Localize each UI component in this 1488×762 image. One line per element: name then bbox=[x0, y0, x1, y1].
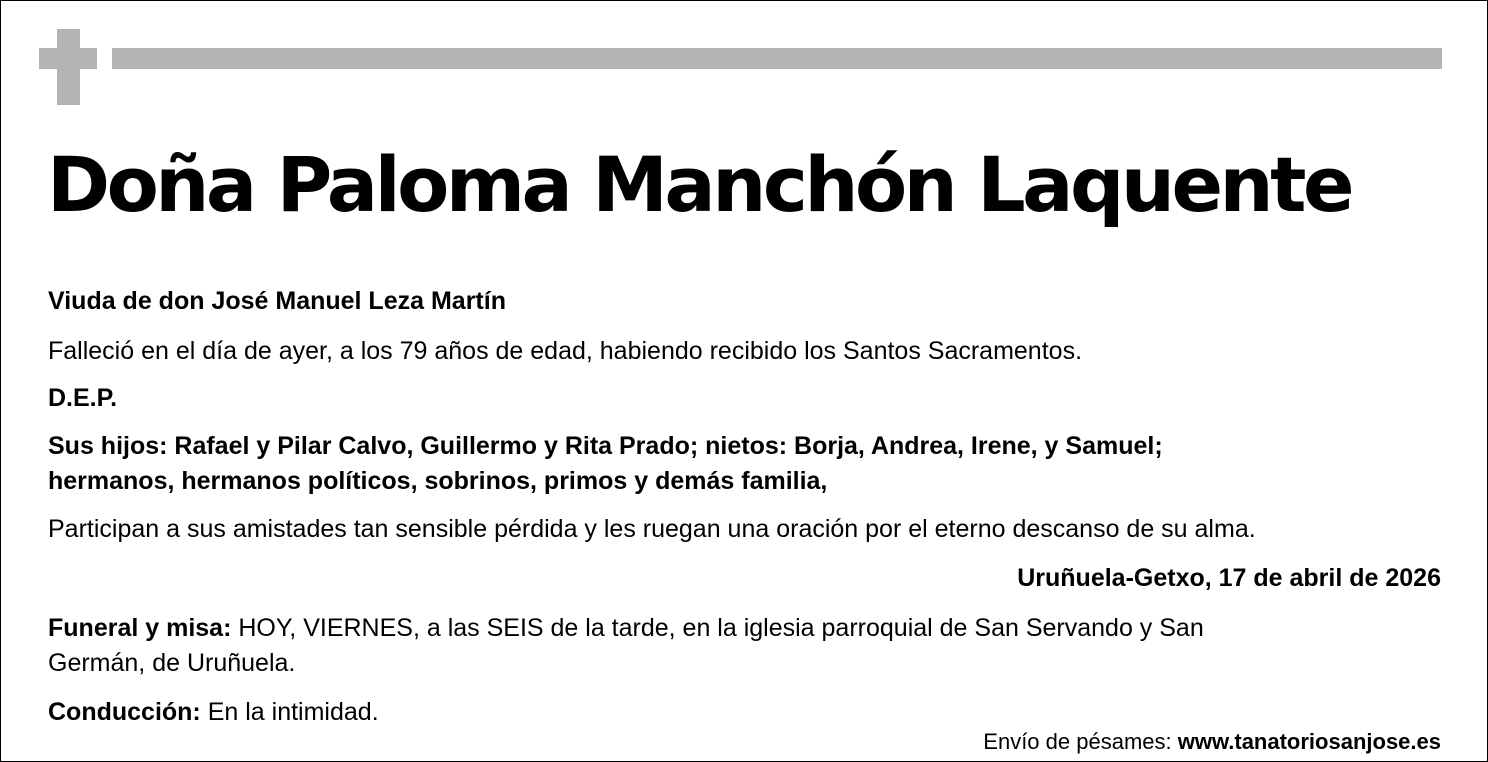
condolences-url[interactable]: www.tanatoriosanjose.es bbox=[1177, 729, 1441, 754]
header-rule bbox=[112, 48, 1442, 69]
death-notice: Falleció en el día de ayer, a los 79 años de edad, habiendo recibido los Santos Sacramentos. bbox=[48, 337, 1083, 365]
condolences-label: Envío de pésames: bbox=[983, 729, 1178, 754]
place-date: Uruñuela-Getxo, 17 de abril de 2026 bbox=[1017, 564, 1441, 592]
cross-icon bbox=[39, 29, 97, 105]
condolences-line bbox=[983, 725, 1441, 759]
family-line-2: hermanos, hermanos políticos, sobrinos, primos y demás familia, bbox=[48, 467, 828, 495]
family-line-1: Sus hijos: Rafael y Pilar Calvo, Guillermo y Rita Prado; nietos: Borja, Andrea, Irene, y Samuel; bbox=[48, 432, 1163, 460]
funeral-line-1 bbox=[48, 611, 1204, 645]
deceased-name: Doña Paloma Manchón Laquente bbox=[47, 140, 1351, 229]
conduction-line bbox=[48, 695, 379, 729]
widow-line: Viuda de don José Manuel Leza Martín bbox=[48, 287, 506, 315]
cross-horizontal-beam bbox=[39, 48, 97, 69]
funeral-line-2: Germán, de Uruñuela. bbox=[48, 649, 296, 677]
funeral-label: Funeral y misa: bbox=[48, 614, 232, 642]
conduction-text: En la intimidad. bbox=[200, 698, 379, 726]
prayer-request: Participan a sus amistades tan sensible pérdida y les ruegan una oración por el eterno descanso de su alma. bbox=[48, 515, 1256, 543]
rip-text: D.E.P. bbox=[48, 384, 118, 412]
funeral-details: HOY, VIERNES, a las SEIS de la tarde, en la iglesia parroquial de San Servando y San bbox=[231, 614, 1204, 642]
conduction-label: Conducción: bbox=[48, 698, 201, 726]
